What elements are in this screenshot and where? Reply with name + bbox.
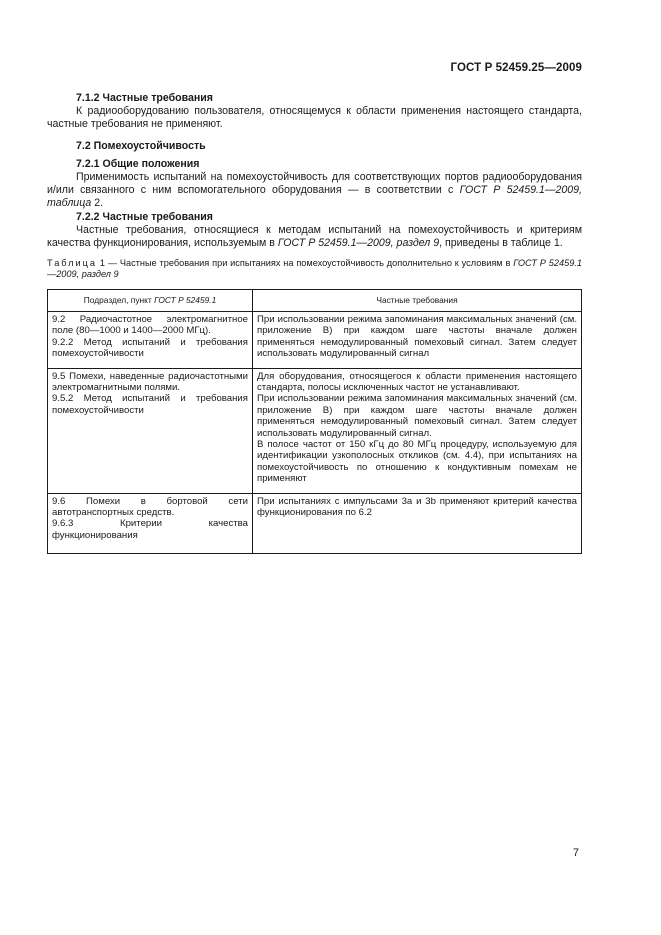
- table-cell-subsection: [48, 311, 253, 368]
- cell-line: При использовании режима запоминания максимальных значений (см. приложение В) при каждом шаге частоты вначале должен применяться немодулированный помеховый сигнал. Затем следует использовать модулированный сигнал.: [257, 393, 577, 439]
- paragraph-7-2-2-tail: , приведены в таблице 1.: [439, 236, 563, 249]
- paragraph-7-1-2: К радиооборудованию пользователя, относящемуся к области применения настоящего стандарта, частные требования не применяют.: [47, 104, 582, 130]
- table-row: [48, 368, 582, 493]
- table-cell-requirements: [253, 311, 582, 368]
- table-caption-text: 1 — Частные требования при испытаниях на помехоустойчивость дополнительно к условиям в: [97, 257, 514, 268]
- document-body: [47, 92, 582, 554]
- table-cell-subsection: [48, 493, 253, 554]
- column-header-subsection-text: Подраздел, пункт: [83, 294, 155, 305]
- cell-line: Для оборудования, относящегося к области применения настоящего стандарта, полосы исключенных частот не устанавливают.: [257, 370, 577, 394]
- paragraph-7-2-1-ref: ГОСТ Р 52459.1—2009, таблица: [47, 183, 582, 209]
- cell-line: 9.5.2 Метод испытаний и требования помехоустойчивости: [52, 393, 248, 416]
- table-caption: [47, 258, 582, 281]
- paragraph-7-2-1-tail: 2.: [91, 196, 104, 209]
- heading-7-2: 7.2 Помехоустойчивость: [76, 140, 206, 153]
- cell-line: При использовании режима запоминания максимальных значений (см. приложение В) при каждом шаге частоты вначале должен применяться немодулированный помеховый сигнал. Затем следует использовать модулированный сигнал: [257, 313, 577, 360]
- cell-line: При испытаниях с импульсами 3а и 3b применяют критерий качества функционирования по 6.2: [257, 495, 577, 519]
- page-header-code: ГОСТ Р 52459.25—2009: [450, 62, 582, 74]
- table-row: [48, 311, 582, 368]
- page-number: 7: [572, 847, 579, 859]
- cell-line: 9.6 Помехи в бортовой сети автотранспортных средств.: [52, 495, 248, 519]
- paragraph-7-2-1-text: Применимость испытаний на помехоустойчивость для соответствующих портов радиооборудования и/или связанного с ним вспомогательного оборудования — в соответствии с: [47, 170, 582, 196]
- table-caption-label: Таблица: [47, 257, 98, 268]
- cell-line: В полосе частот от 150 кГц до 80 МГц процедуру, используемую для идентификации узкополосных откликов (см. 4.4), при испытаниях на помехоустойчивость по отношению к кондуктивным помехам не применяют: [257, 439, 577, 485]
- cell-line: 9.6.3 Критерии качества функционирования: [52, 518, 248, 541]
- cell-line: 9.2.2 Метод испытаний и требования помехоустойчивости: [52, 336, 248, 360]
- heading-7-1-2: 7.1.2 Частные требования: [76, 92, 213, 104]
- table-header-row: [48, 289, 582, 311]
- paragraph-7-2-2-text: Частные требования, относящиеся к методам испытаний на помехоустойчивость и критериям качества функционирования, используемым в: [47, 224, 582, 249]
- requirements-table: [47, 289, 582, 555]
- paragraph-7-2-2: [47, 224, 582, 250]
- heading-7-2-2: 7.2.2 Частные требования: [76, 211, 213, 224]
- table-cell-subsection: [48, 368, 253, 493]
- column-header-subsection-ref: ГОСТ Р 52459.1: [154, 294, 217, 305]
- table-cell-requirements: [253, 368, 582, 493]
- column-header-requirements: Частные требования: [253, 289, 582, 311]
- heading-7-2-1: 7.2.1 Общие положения: [76, 158, 200, 171]
- paragraph-7-2-2-ref: ГОСТ Р 52459.1—2009, раздел 9: [277, 236, 440, 249]
- table-cell-requirements: [253, 493, 582, 554]
- column-header-subsection: [48, 289, 253, 311]
- table-row: [48, 493, 582, 554]
- cell-line: 9.5 Помехи, наведенные радиочастотными электромагнитными полями.: [52, 370, 248, 394]
- table-caption-ref: ГОСТ Р 52459.1—2009, раздел 9: [47, 257, 582, 280]
- paragraph-7-2-1: [47, 171, 582, 209]
- cell-line: 9.2 Радиочастотное электромагнитное поле (80—1000 и 1400—2000 МГц).: [52, 313, 248, 337]
